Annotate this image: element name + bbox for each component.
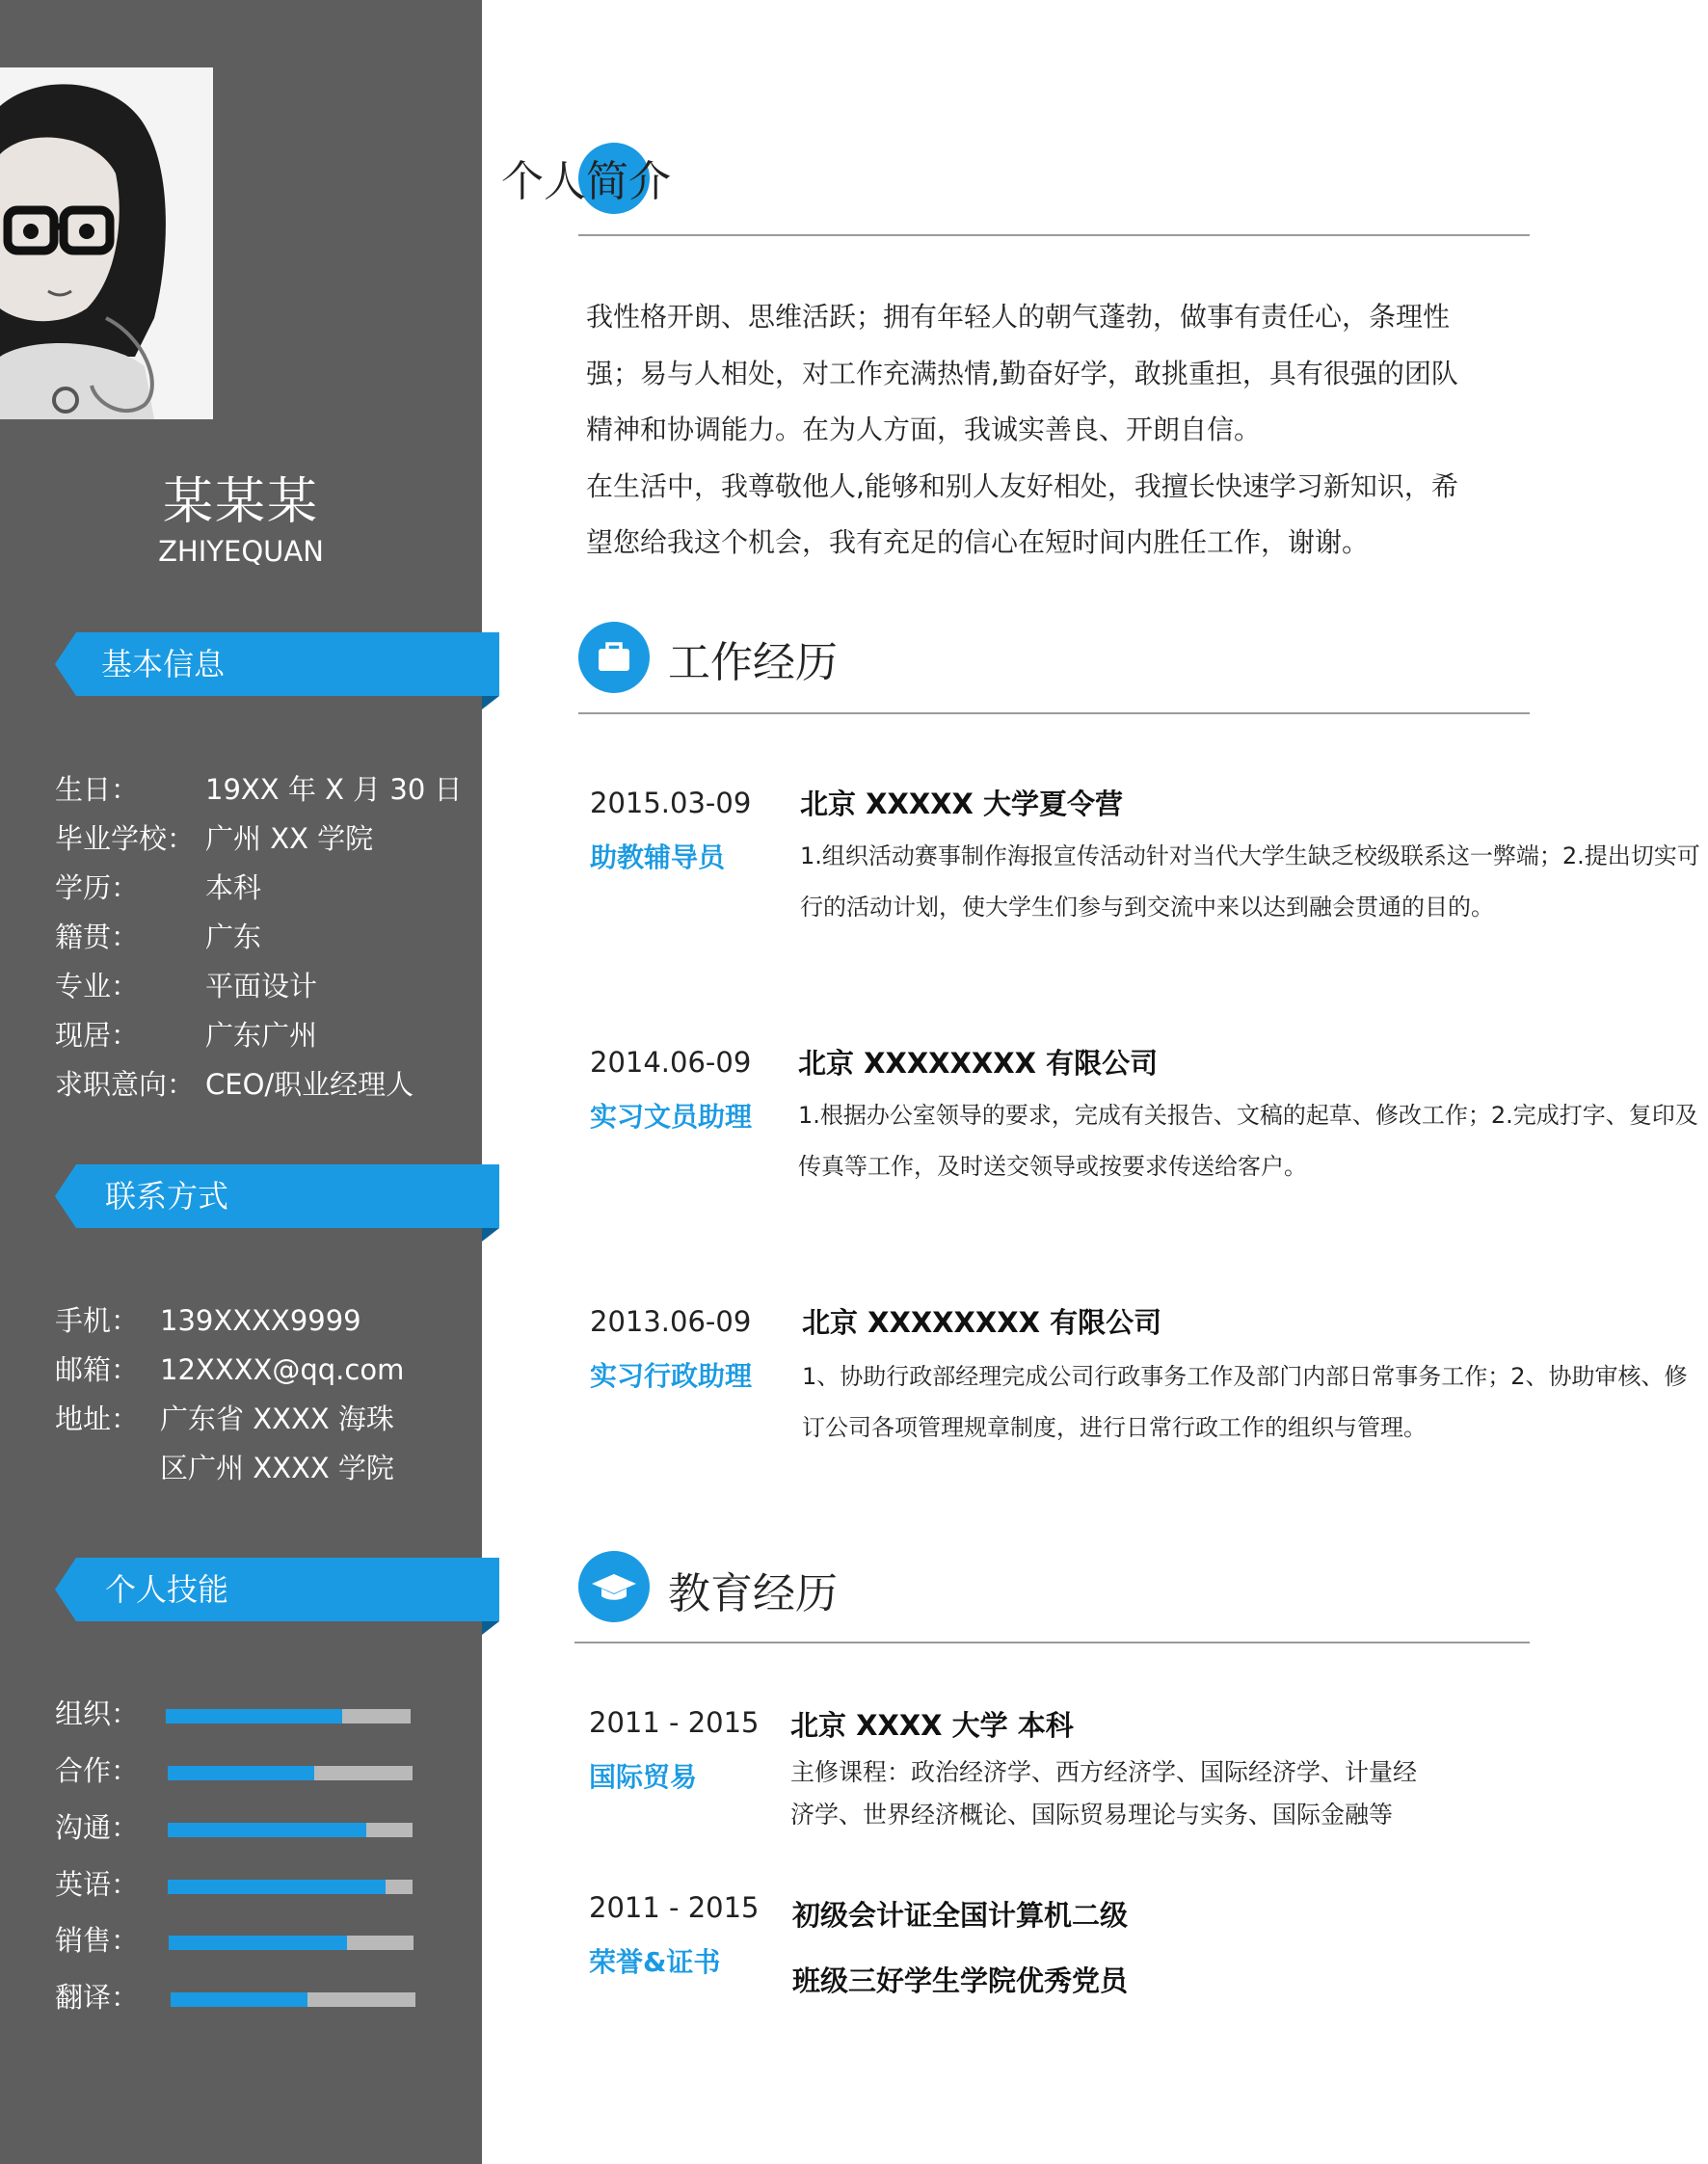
intro-divider bbox=[578, 234, 1530, 236]
contact-label: 邮箱： bbox=[55, 1353, 140, 1386]
sidebar bbox=[0, 0, 482, 2164]
skill-bar bbox=[168, 1766, 413, 1780]
contact-label: 地址： bbox=[55, 1403, 140, 1435]
skill-row bbox=[55, 1695, 460, 1733]
info-value: 广州 XX 学院 bbox=[205, 822, 374, 855]
contact-label: 手机： bbox=[55, 1304, 140, 1337]
skills-heading: 个人技能 bbox=[105, 1571, 229, 1608]
intro-paragraph: 我性格开朗、思维活跃；拥有年轻人的朝气蓬勃，做事有责任心，条理性强；易与人相处，对工作充满热情,勤奋好学，敢挑重担，具有很强的团队精神和协调能力。在为人方面，我诚实善良、开朗自信。 bbox=[586, 301, 1458, 445]
intro-heading: 个人简介 bbox=[501, 157, 671, 206]
edu-date: 2011 - 2015 bbox=[589, 1891, 760, 1924]
skill-row bbox=[55, 1808, 460, 1847]
info-label: 专业： bbox=[55, 970, 140, 1002]
phone-value: 139XXXX9999 bbox=[160, 1304, 361, 1337]
skill-bar bbox=[168, 1880, 413, 1894]
info-value: 本科 bbox=[205, 871, 262, 904]
skill-bar-fill bbox=[169, 1936, 347, 1950]
skill-bar-fill bbox=[171, 1992, 307, 2007]
info-row-residence bbox=[55, 1014, 318, 1054]
skill-row bbox=[55, 1751, 460, 1790]
info-value: 广东广州 bbox=[205, 1019, 318, 1052]
skill-label: 英语： bbox=[55, 1868, 140, 1901]
skill-row bbox=[55, 1865, 460, 1904]
graduation-cap-icon bbox=[578, 1551, 650, 1622]
email-value: 12XXXX@qq.com bbox=[160, 1353, 405, 1386]
job-description: 1.根据办公室领导的要求，完成有关报告、文稿的起草、修改工作；2.完成打字、复印及传真等工作，及时送交领导或按要求传送给客户。 bbox=[798, 1102, 1698, 1180]
job-description: 1、协助行政部经理完成公司行政事务工作及部门内部日常事务工作；2、协助审核、修订公司各项管理规章制度，进行日常行政工作的组织与管理。 bbox=[802, 1363, 1688, 1441]
info-row-hometown bbox=[55, 916, 262, 955]
job-role: 实习行政助理 bbox=[590, 1360, 753, 1392]
info-value: 广东 bbox=[205, 921, 262, 953]
info-row-degree bbox=[55, 867, 262, 906]
briefcase-icon bbox=[578, 622, 650, 693]
info-row-birthday bbox=[55, 768, 463, 808]
job-role: 助教辅导员 bbox=[590, 842, 726, 873]
skill-label: 合作： bbox=[55, 1754, 140, 1787]
job-date: 2015.03-09 bbox=[590, 787, 752, 819]
skill-bar-fill bbox=[168, 1880, 386, 1894]
info-label: 籍贯： bbox=[55, 921, 140, 953]
info-value: 19XX 年 X 月 30 日 bbox=[205, 773, 463, 806]
info-value: 平面设计 bbox=[205, 970, 318, 1002]
info-value: CEO/职业经理人 bbox=[205, 1068, 414, 1101]
address-value: 广东省 XXXX 海珠 bbox=[160, 1403, 394, 1435]
info-label: 现居： bbox=[55, 1019, 140, 1052]
job-date: 2013.06-09 bbox=[590, 1305, 752, 1338]
skill-bar-fill bbox=[166, 1709, 342, 1723]
skill-bar bbox=[169, 1936, 414, 1950]
skill-bar bbox=[171, 1992, 415, 2007]
work-divider bbox=[578, 712, 1530, 714]
briefcase-circle bbox=[578, 622, 650, 693]
education-heading: 教育经历 bbox=[668, 1569, 838, 1618]
job-role: 实习文员助理 bbox=[590, 1101, 753, 1133]
job-date: 2014.06-09 bbox=[590, 1046, 752, 1079]
edu-description: 主修课程：政治经济学、西方经济学、国际经济学、计量经济学、世界经济概论、国际贸易理论与实务、国际金融等 bbox=[790, 1758, 1418, 1829]
job-company: 北京 XXXXX 大学夏令营 bbox=[800, 788, 1123, 820]
education-divider bbox=[574, 1642, 1530, 1643]
edu-role: 荣誉&证书 bbox=[589, 1946, 721, 1978]
avatar-illustration bbox=[0, 67, 213, 419]
job-description: 1.组织活动赛事制作海报宣传活动针对当代大学生缺乏校级联系这一弊端；2.提出切实可行的活动计划，使大学生们参与到交流中来以达到融会贯通的目的。 bbox=[800, 842, 1700, 921]
info-row-school bbox=[55, 817, 374, 857]
skill-bar-fill bbox=[168, 1823, 366, 1837]
edu-title: 初级会计证全国计算机二级 bbox=[792, 1899, 1129, 1932]
ribbon-fold bbox=[482, 696, 499, 709]
intro-text bbox=[586, 289, 1471, 572]
contact-ribbon bbox=[55, 1164, 499, 1228]
ribbon-fold bbox=[482, 1621, 499, 1635]
contact-row-email bbox=[55, 1346, 405, 1395]
edu-title: 班级三好学生学院优秀党员 bbox=[792, 1964, 1129, 1997]
person-name: 某某某 bbox=[162, 473, 319, 531]
skill-bar bbox=[168, 1823, 413, 1837]
info-label: 学历： bbox=[55, 871, 140, 904]
work-heading: 工作经历 bbox=[668, 638, 838, 687]
contact-row-phone bbox=[55, 1296, 361, 1346]
intro-paragraph: 在生活中，我尊敬他人,能够和别人友好相处，我擅长快速学习新知识，希望您给我这个机会，我有充足的信心在短时间内胜任工作，谢谢。 bbox=[586, 469, 1458, 558]
basic-info-ribbon bbox=[55, 632, 499, 696]
skill-label: 沟通： bbox=[55, 1811, 140, 1844]
job-company: 北京 XXXXXXXX 有限公司 bbox=[798, 1047, 1159, 1080]
skill-label: 销售： bbox=[55, 1924, 140, 1957]
skill-label: 组织： bbox=[55, 1697, 140, 1730]
contact-row-address bbox=[55, 1395, 394, 1444]
info-label: 求职意向： bbox=[55, 1068, 196, 1101]
info-row-major bbox=[55, 965, 318, 1004]
edu-date: 2011 - 2015 bbox=[589, 1706, 760, 1739]
info-label: 毕业学校： bbox=[55, 822, 196, 855]
edu-title: 北京 XXXX 大学 本科 bbox=[790, 1709, 1074, 1742]
ribbon-fold bbox=[482, 1228, 499, 1242]
info-label: 生日： bbox=[55, 773, 140, 806]
basic-info-heading: 基本信息 bbox=[101, 646, 226, 682]
skill-bar bbox=[166, 1709, 411, 1723]
skill-row bbox=[55, 1921, 460, 1960]
address-value-line2: 区广州 XXXX 学院 bbox=[160, 1452, 394, 1484]
skill-row bbox=[55, 1978, 460, 2017]
skills-ribbon bbox=[55, 1558, 499, 1621]
contact-heading: 联系方式 bbox=[105, 1178, 229, 1215]
job-company: 北京 XXXXXXXX 有限公司 bbox=[802, 1306, 1162, 1339]
avatar bbox=[0, 67, 213, 419]
edu-role: 国际贸易 bbox=[589, 1761, 698, 1793]
graduation-circle bbox=[578, 1551, 650, 1622]
skill-bar-fill bbox=[168, 1766, 314, 1780]
skill-label: 翻译： bbox=[55, 1981, 140, 2014]
person-pinyin: ZHIYEQUAN bbox=[158, 535, 324, 568]
info-row-objective bbox=[55, 1063, 414, 1103]
